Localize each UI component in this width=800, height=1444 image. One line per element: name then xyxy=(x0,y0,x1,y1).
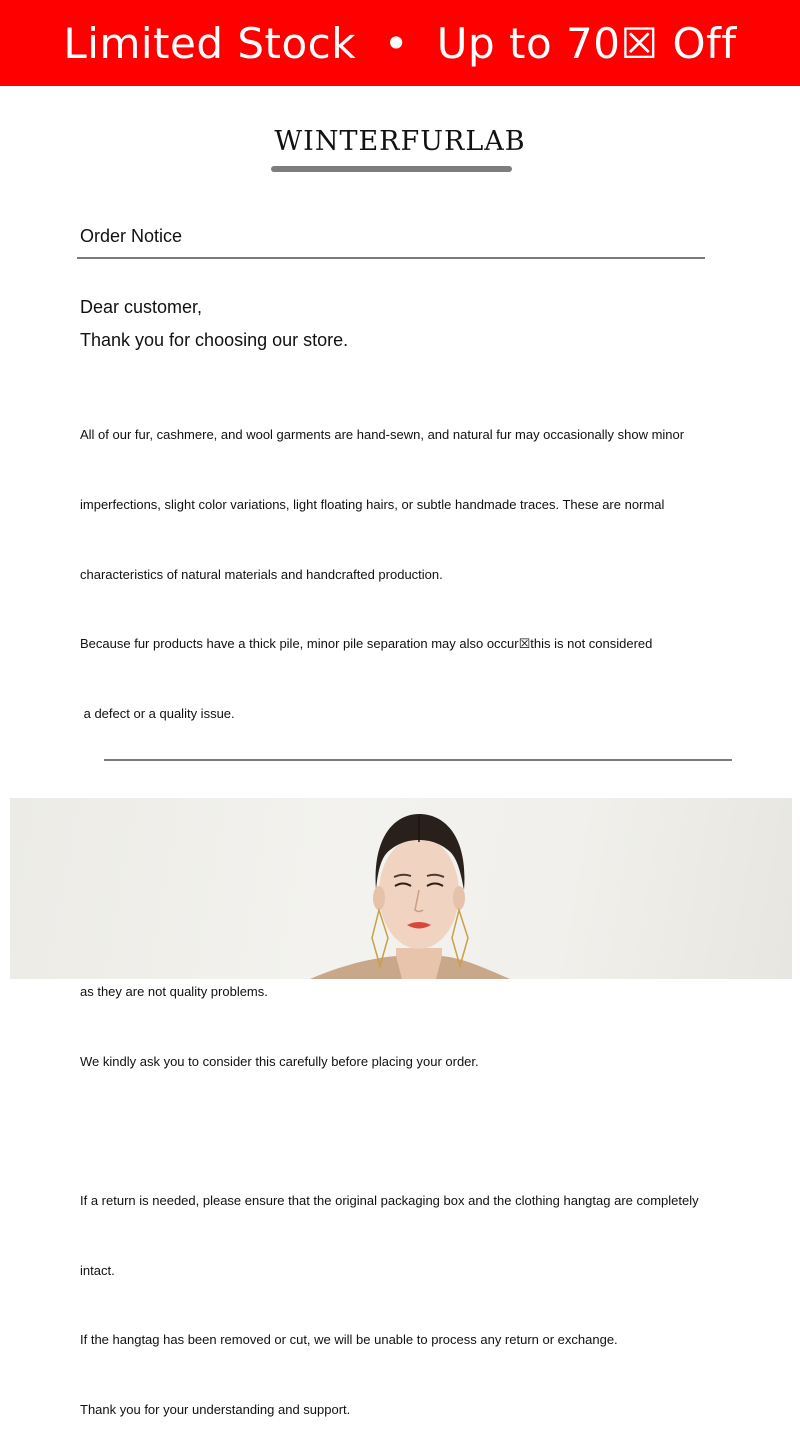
body-line: imperfections, slight color variations, light floating hairs, or subtle handmade traces. These are normal xyxy=(80,497,665,512)
greeting xyxy=(80,291,348,357)
body-line: intact. xyxy=(80,1262,115,1278)
body-line: Because fur products have a thick pile, minor pile separation may also occur☒this is not considered xyxy=(80,636,653,652)
notice-heading: Order Notice xyxy=(80,226,183,246)
logo-underline xyxy=(271,166,512,172)
body-line xyxy=(80,1119,699,1142)
body-line: If the hangtag has been removed or cut, we will be unable to process any return or exchange. xyxy=(80,1332,618,1348)
body-line: characteristics of natural materials and handcrafted production. xyxy=(80,566,443,582)
greeting-line: Dear customer, xyxy=(80,297,203,317)
body-line: If a return is needed, please ensure that the original packaging box and the clothing hangtag are completely xyxy=(80,1192,699,1208)
greeting-line: Thank you for choosing our store. xyxy=(80,330,349,350)
model-illustration xyxy=(10,798,792,979)
promo-banner xyxy=(0,0,800,86)
body-line: All of our fur, cashmere, and wool garments are hand-sewn, and natural fur may occasionally show minor xyxy=(80,427,685,443)
model-photo xyxy=(10,798,792,979)
body-line: We kindly ask you to consider this carefully before placing your order. xyxy=(80,1053,479,1069)
promo-banner-text: Limited Stock • Up to 70☒ Off xyxy=(63,18,737,68)
heading-divider xyxy=(77,257,705,259)
body-line: a defect or a quality issue. xyxy=(80,705,235,721)
brand-logo: WINTERFURLAB xyxy=(274,126,526,157)
footer-divider xyxy=(104,759,732,761)
body-line: as they are not quality problems. xyxy=(80,984,268,1000)
body-line xyxy=(80,771,699,794)
body-line: Thank you for your understanding and support. xyxy=(80,1401,351,1417)
